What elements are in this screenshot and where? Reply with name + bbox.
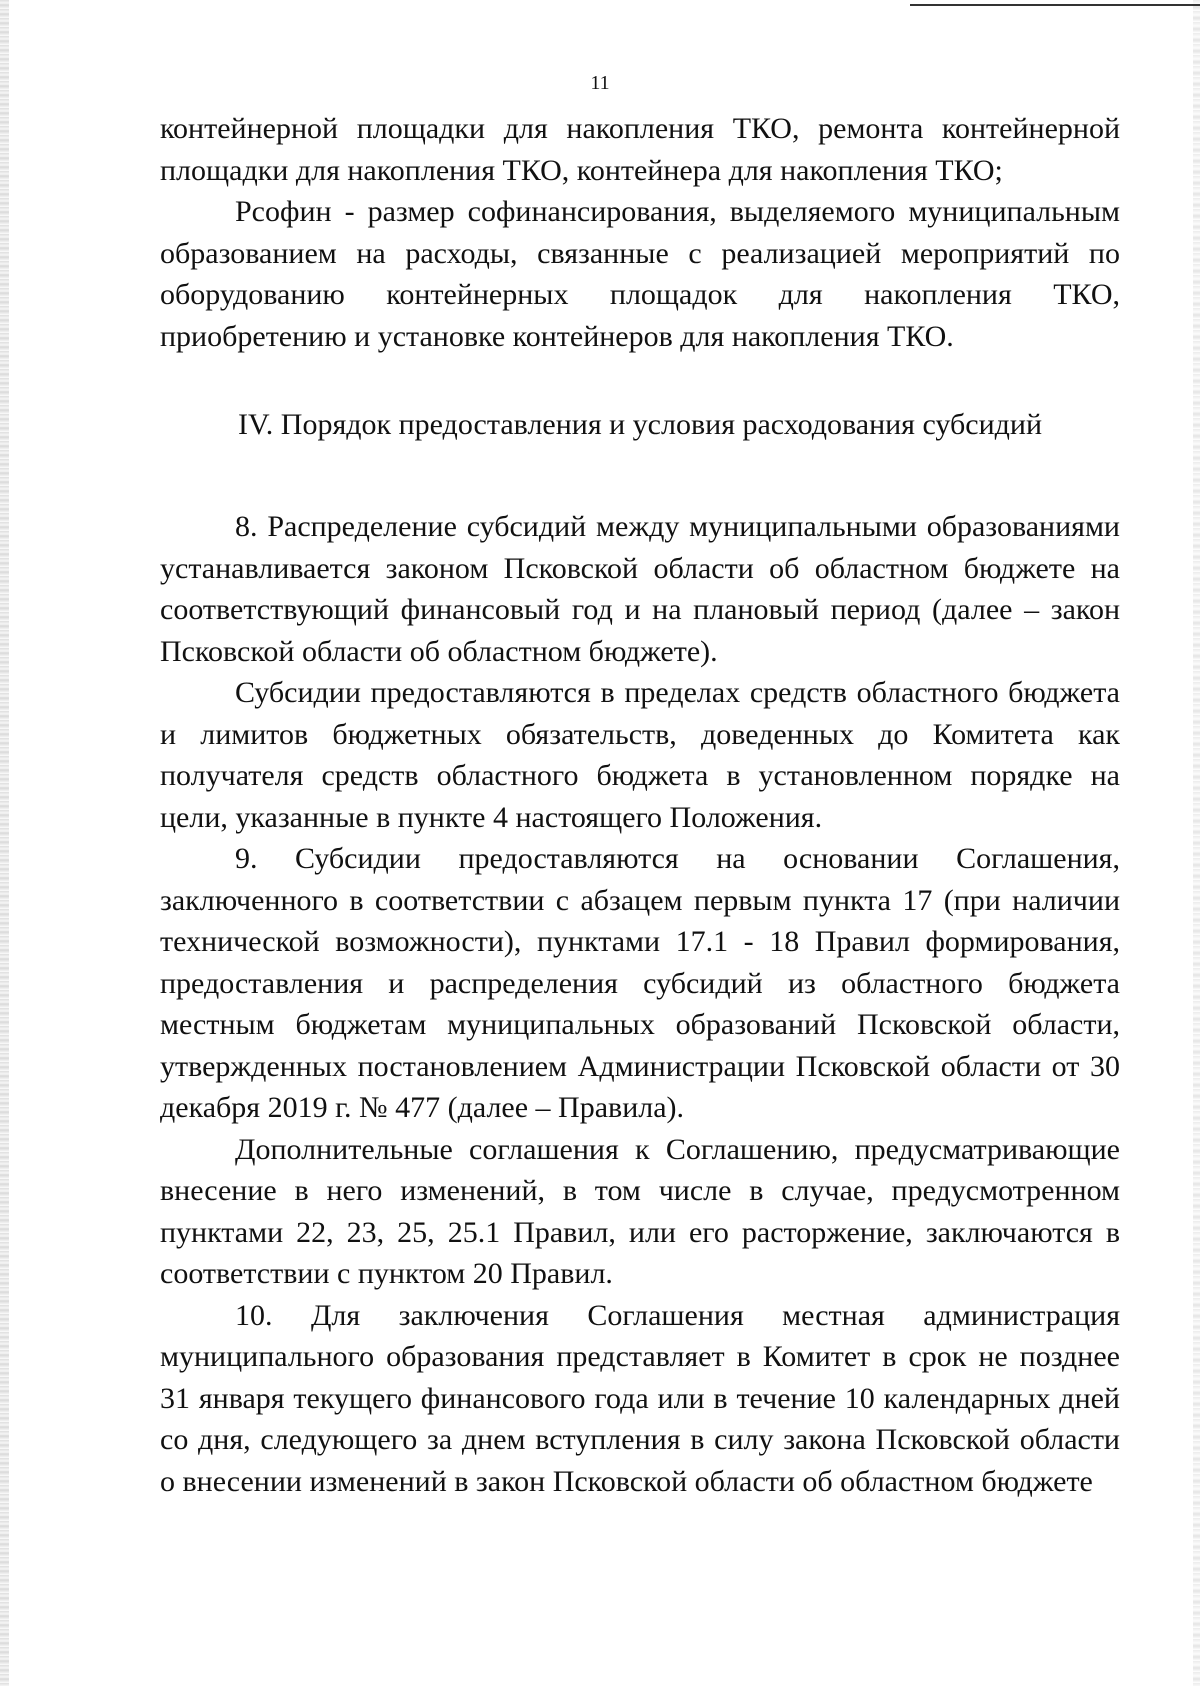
paragraph: 10. Для заключения Соглашения местная администрация муниципального образования представляет в Комитет в срок не позднее 31 января текущего финансового года или в течение 10 календарных дней со дня, следующего за днем вступления в силу закона Псковской области о внесении изменений в закон Псковской области об областном бюджете	[160, 1298, 1120, 1498]
paragraph: Рсофин - размер софинансирования, выделяемого муниципальным образованием на расходы, связанные с реализацией мероприятий по оборудованию контейнерных площадок для накопления ТКО, приобретению и установке контейнеров для накопления ТКО.	[160, 195, 1120, 353]
page-number: 11	[590, 72, 610, 94]
scan-top-line	[910, 4, 1200, 6]
paragraph: контейнерной площадки для накопления ТКО, ремонта контейнерной площадки для накопления ТКО, контейнера для накопления ТКО;	[160, 112, 1120, 187]
paragraph: 8. Распределение субсидий между муниципальными образованиями устанавливается законом Псковской области об областном бюджете на соответствующий финансовый год и на плановый период (далее – закон Псковской области об областном бюджете).	[160, 510, 1120, 668]
paragraph: 9. Субсидии предоставляются на основании Соглашения, заключенного в соответствии с абзацем первым пункта 17 (при наличии технической возможности), пунктами 17.1 - 18 Правил формирования, предоставления и распределения субсидий из областного бюджета местным бюджетам муниципальных образований Псковской области, утвержденных постановлением Администрации Псковской области от 30 декабря 2019 г. № 477 (далее – Правила).	[160, 842, 1120, 1124]
paragraph: Дополнительные соглашения к Соглашению, предусматривающие внесение в него изменений, в том числе в случае, предусмотренном пунктами 22, 23, 25, 25.1 Правил, или его расторжение, заключаются в соответствии с пунктом 20 Правил.	[160, 1132, 1120, 1290]
paragraph: Субсидии предоставляются в пределах средств областного бюджета и лимитов бюджетных обязательств, доведенных до Комитета как получателя средств областного бюджета в установленном порядке на цели, указанные в пункте 4 настоящего Положения.	[160, 676, 1120, 834]
text-block-body	[160, 506, 1120, 1502]
section-heading: IV. Порядок предоставления и условия расходования субсидий	[237, 408, 1043, 441]
scan-edge-right	[1193, 0, 1200, 1686]
text-block-top	[160, 108, 1120, 357]
scan-edge-left	[0, 0, 9, 1686]
